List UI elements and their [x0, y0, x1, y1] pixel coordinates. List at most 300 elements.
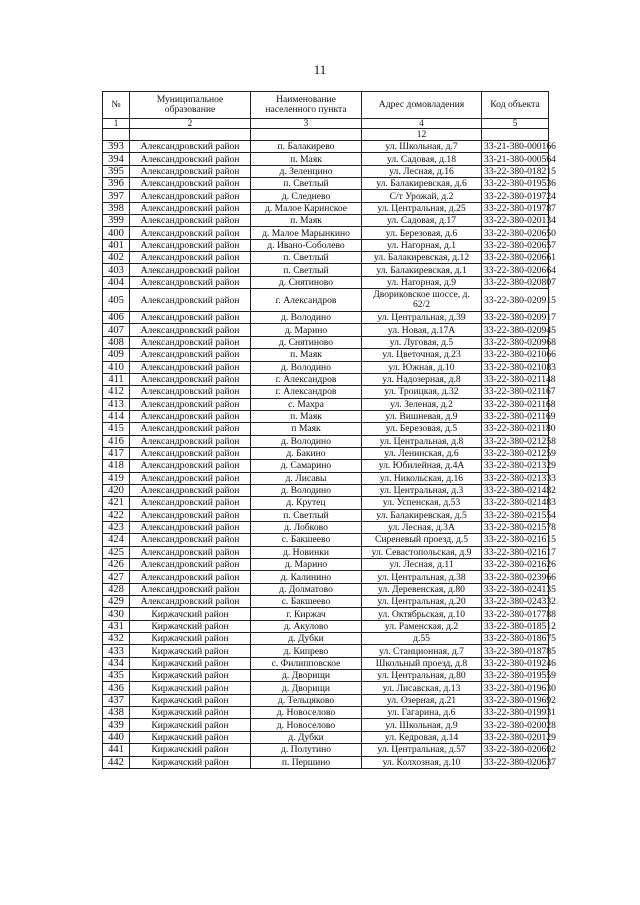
- table-row: [103, 707, 549, 719]
- table-row: [103, 583, 549, 595]
- row-municipality: Александровский район: [130, 361, 251, 373]
- row-municipality: Александровский район: [130, 596, 251, 608]
- table-row: [103, 534, 549, 546]
- row-number: 423: [103, 521, 130, 533]
- table-row: [103, 670, 549, 682]
- table-row: [103, 165, 549, 177]
- row-object-code: 33-22-380-020807: [482, 276, 549, 288]
- row-number: 420: [103, 484, 130, 496]
- table-row: [103, 239, 549, 251]
- row-number: 405: [103, 289, 130, 312]
- row-settlement: д. Ивано-Соболево: [251, 239, 362, 251]
- row-number: 395: [103, 165, 130, 177]
- row-settlement: п. Маяк: [251, 349, 362, 361]
- table-row: [103, 608, 549, 620]
- row-municipality: Александровский район: [130, 447, 251, 459]
- row-settlement: д. Малое Марынкино: [251, 227, 362, 239]
- table-row: [103, 645, 549, 657]
- row-address: С/т Урожай, д.2: [362, 190, 482, 202]
- row-object-code: 33-21-380-000166: [482, 141, 549, 153]
- row-settlement: д. Новоселово: [251, 719, 362, 731]
- row-number: 415: [103, 423, 130, 435]
- row-number: 434: [103, 657, 130, 669]
- row-address: ул. Станционная, д.7: [362, 645, 482, 657]
- table-row: [103, 682, 549, 694]
- table-row: [103, 373, 549, 385]
- row-number: 393: [103, 141, 130, 153]
- table-row: [103, 178, 549, 190]
- row-municipality: Александровский район: [130, 264, 251, 276]
- row-settlement: д. Полутино: [251, 744, 362, 756]
- table-row: [103, 190, 549, 202]
- row-object-code: 33-22-380-021258: [482, 435, 549, 447]
- row-number: 417: [103, 447, 130, 459]
- row-object-code: 33-22-380-021169: [482, 410, 549, 422]
- row-municipality: Александровский район: [130, 165, 251, 177]
- row-number: 400: [103, 227, 130, 239]
- row-municipality: Александровский район: [130, 423, 251, 435]
- row-object-code: 33-22-380-020661: [482, 252, 549, 264]
- row-number: 430: [103, 608, 130, 620]
- row-municipality: Александровский район: [130, 435, 251, 447]
- row-address: ул. Южная, д.10: [362, 361, 482, 373]
- row-number: 404: [103, 276, 130, 288]
- row-number: 432: [103, 633, 130, 645]
- row-object-code: 33-22-380-020650: [482, 227, 549, 239]
- row-number: 422: [103, 509, 130, 521]
- table-row: [103, 386, 549, 398]
- row-settlement: д. Кипрево: [251, 645, 362, 657]
- row-object-code: 33-22-380-021148: [482, 373, 549, 385]
- table-row: [103, 252, 549, 264]
- row-municipality: Александровский район: [130, 472, 251, 484]
- table-row: [103, 509, 549, 521]
- row-number: 406: [103, 312, 130, 324]
- row-object-code: 33-22-380-024135: [482, 583, 549, 595]
- row-number: 414: [103, 410, 130, 422]
- table-row: [103, 657, 549, 669]
- row-municipality: Александровский район: [130, 252, 251, 264]
- row-address: ул. Октябрьская, д.10: [362, 608, 482, 620]
- row-settlement: д. Следнево: [251, 190, 362, 202]
- row-address: ул. Школьная, д.9: [362, 719, 482, 731]
- row-number: 413: [103, 398, 130, 410]
- row-object-code: 33-22-380-019246: [482, 657, 549, 669]
- column-index: 5: [482, 119, 549, 129]
- row-municipality: Александровский район: [130, 571, 251, 583]
- table-row: [103, 620, 549, 632]
- header-municipality: Муниципальное образование: [130, 92, 251, 119]
- row-municipality: Александровский район: [130, 289, 251, 312]
- row-municipality: Киржачский район: [130, 645, 251, 657]
- row-settlement: п. Маяк: [251, 215, 362, 227]
- table-row: [103, 460, 549, 472]
- row-number: 399: [103, 215, 130, 227]
- row-address: ул. Центральная, д.80: [362, 670, 482, 682]
- row-municipality: Киржачский район: [130, 620, 251, 632]
- row-number: 411: [103, 373, 130, 385]
- row-object-code: 33-22-380-020945: [482, 324, 549, 336]
- row-object-code: 33-22-380-021083: [482, 361, 549, 373]
- table-row: [103, 633, 549, 645]
- row-object-code: 33-22-380-020637: [482, 756, 549, 768]
- header-object-code: Код объекта: [482, 92, 549, 119]
- row-number: 402: [103, 252, 130, 264]
- row-municipality: Александровский район: [130, 312, 251, 324]
- row-address: ул. Балакиревская, д.6: [362, 178, 482, 190]
- row-number: 396: [103, 178, 130, 190]
- row-object-code: 33-22-380-019536: [482, 178, 549, 190]
- row-municipality: Александровский район: [130, 521, 251, 533]
- row-object-code: 33-22-380-018215: [482, 165, 549, 177]
- row-settlement: г. Александров: [251, 386, 362, 398]
- row-municipality: Александровский район: [130, 215, 251, 227]
- row-municipality: Александровский район: [130, 583, 251, 595]
- row-settlement: д. Калинино: [251, 571, 362, 583]
- row-municipality: Александровский район: [130, 324, 251, 336]
- row-settlement: д. Дубки: [251, 633, 362, 645]
- table-row: [103, 153, 549, 165]
- row-address: Двориковское шоссе, д. 62/2: [362, 289, 482, 312]
- row-settlement: г. Александров: [251, 289, 362, 312]
- row-address: ул. Озерная, д.21: [362, 694, 482, 706]
- row-address: ул. Садовая, д.17: [362, 215, 482, 227]
- subheader-row: [103, 129, 549, 141]
- row-address: ул. Новая, д.17А: [362, 324, 482, 336]
- row-settlement: д. Тельцяково: [251, 694, 362, 706]
- row-object-code: 33-22-380-021615: [482, 534, 549, 546]
- row-object-code: 33-22-380-017788: [482, 608, 549, 620]
- registry-table: [102, 91, 556, 769]
- table-row: [103, 472, 549, 484]
- row-settlement: д. Снятиново: [251, 336, 362, 348]
- table-row: [103, 756, 549, 768]
- row-address: ул. Центральная, д.38: [362, 571, 482, 583]
- row-number: 394: [103, 153, 130, 165]
- row-object-code: 33-22-380-020134: [482, 215, 549, 227]
- row-number: 429: [103, 596, 130, 608]
- row-settlement: п. Першино: [251, 756, 362, 768]
- row-object-code: 33-22-380-021259: [482, 447, 549, 459]
- table-row: [103, 559, 549, 571]
- row-settlement: д. Лисавы: [251, 472, 362, 484]
- row-address: ул. Центральная, д.57: [362, 744, 482, 756]
- row-number: 437: [103, 694, 130, 706]
- row-number: 412: [103, 386, 130, 398]
- row-object-code: 33-21-380-000564: [482, 153, 549, 165]
- row-settlement: д. Дворищи: [251, 682, 362, 694]
- column-index: 2: [130, 119, 251, 129]
- row-address: ул. Балакиревская, д.12: [362, 252, 482, 264]
- row-object-code: 33-22-380-020602: [482, 744, 549, 756]
- row-object-code: 33-22-380-021482: [482, 484, 549, 496]
- row-settlement: д. Самарино: [251, 460, 362, 472]
- row-municipality: Александровский район: [130, 497, 251, 509]
- row-object-code: 33-22-380-019931: [482, 707, 549, 719]
- row-object-code: 33-22-380-019724: [482, 190, 549, 202]
- row-number: 427: [103, 571, 130, 583]
- row-number: 418: [103, 460, 130, 472]
- row-number: 410: [103, 361, 130, 373]
- row-municipality: Александровский район: [130, 178, 251, 190]
- row-municipality: Киржачский район: [130, 731, 251, 743]
- row-address: ул. Лисавская, д.13: [362, 682, 482, 694]
- row-settlement: г. Александров: [251, 373, 362, 385]
- row-address: ул. Успенская, д.53: [362, 497, 482, 509]
- row-address: ул. Балакиревская, д.1: [362, 264, 482, 276]
- row-settlement: п. Светлый: [251, 178, 362, 190]
- page-number: 11: [313, 62, 327, 77]
- row-settlement: д. Володино: [251, 361, 362, 373]
- row-settlement: д. Долматово: [251, 583, 362, 595]
- row-municipality: Александровский район: [130, 153, 251, 165]
- row-address: Сиреневый проезд, д.5: [362, 534, 482, 546]
- row-address: ул. Центральная, д.39: [362, 312, 482, 324]
- table-row: [103, 596, 549, 608]
- row-address: ул. Ленинская, д.6: [362, 447, 482, 459]
- row-object-code: 33-22-380-021066: [482, 349, 549, 361]
- subheader-empty: [251, 129, 362, 141]
- row-object-code: 33-22-380-019692: [482, 694, 549, 706]
- subheader-empty: [103, 129, 130, 141]
- row-number: 426: [103, 559, 130, 571]
- row-settlement: д. Акулово: [251, 620, 362, 632]
- row-settlement: п. Светлый: [251, 264, 362, 276]
- row-municipality: Александровский район: [130, 349, 251, 361]
- row-object-code: 33-22-380-019630: [482, 682, 549, 694]
- table-row: [103, 731, 549, 743]
- row-municipality: Александровский район: [130, 336, 251, 348]
- row-settlement: с. Бакшеево: [251, 596, 362, 608]
- row-address: ул. Центральная, д.25: [362, 202, 482, 214]
- row-municipality: Александровский район: [130, 460, 251, 472]
- row-address: ул. Березовая, д.5: [362, 423, 482, 435]
- row-address: д.55: [362, 633, 482, 645]
- row-object-code: 33-22-380-020028: [482, 719, 549, 731]
- row-municipality: Александровский район: [130, 373, 251, 385]
- row-number: 409: [103, 349, 130, 361]
- row-address: ул. Надозерная, д.8: [362, 373, 482, 385]
- row-number: 436: [103, 682, 130, 694]
- table-row: [103, 571, 549, 583]
- table-row: [103, 521, 549, 533]
- row-address: ул. Луговая, д.5: [362, 336, 482, 348]
- row-municipality: Александровский район: [130, 546, 251, 558]
- row-settlement: д. Дубки: [251, 731, 362, 743]
- table-row: [103, 227, 549, 239]
- row-settlement: п. Маяк: [251, 410, 362, 422]
- row-object-code: 33-22-380-021167: [482, 386, 549, 398]
- row-settlement: с. Бакшеево: [251, 534, 362, 546]
- table-row: [103, 484, 549, 496]
- row-number: 442: [103, 756, 130, 768]
- row-settlement: д. Снятиново: [251, 276, 362, 288]
- row-settlement: д. Марино: [251, 324, 362, 336]
- table-row: [103, 410, 549, 422]
- table-row: [103, 276, 549, 288]
- table-row: [103, 497, 549, 509]
- table-body: [103, 141, 556, 769]
- row-number: 431: [103, 620, 130, 632]
- row-municipality: Киржачский район: [130, 633, 251, 645]
- row-object-code: 33-22-380-020915: [482, 289, 549, 312]
- row-object-code: 33-22-380-018675: [482, 633, 549, 645]
- row-address: ул. Школьная, д.7: [362, 141, 482, 153]
- row-municipality: Киржачский район: [130, 682, 251, 694]
- header-number: №: [103, 92, 130, 119]
- row-number: 424: [103, 534, 130, 546]
- row-settlement: д. Новинки: [251, 546, 362, 558]
- row-municipality: Александровский район: [130, 410, 251, 422]
- row-number: 398: [103, 202, 130, 214]
- table-row: [103, 361, 549, 373]
- header-row: [103, 92, 549, 119]
- row-settlement: д. Лобково: [251, 521, 362, 533]
- row-settlement: д. Володино: [251, 435, 362, 447]
- row-municipality: Александровский район: [130, 239, 251, 251]
- row-address: ул. Деревенская, д.80: [362, 583, 482, 595]
- row-address: ул. Центральная, д.3: [362, 484, 482, 496]
- table-row: [103, 435, 549, 447]
- row-municipality: Киржачский район: [130, 707, 251, 719]
- row-object-code: 33-22-380-021626: [482, 559, 549, 571]
- row-object-code: 33-22-380-024332: [482, 596, 549, 608]
- row-number: 425: [103, 546, 130, 558]
- row-settlement: с. Махра: [251, 398, 362, 410]
- row-municipality: Киржачский район: [130, 694, 251, 706]
- row-municipality: Киржачский район: [130, 744, 251, 756]
- table-row: [103, 546, 549, 558]
- table-row: [103, 694, 549, 706]
- row-settlement: п. Маяк: [251, 153, 362, 165]
- row-settlement: д. Крутец: [251, 497, 362, 509]
- table-row: [103, 349, 549, 361]
- row-address: ул. Гагарина, д.6: [362, 707, 482, 719]
- row-municipality: Александровский район: [130, 141, 251, 153]
- row-object-code: 33-22-380-019559: [482, 670, 549, 682]
- row-object-code: 33-22-380-020129: [482, 731, 549, 743]
- row-address: ул. Вишневая, д.9: [362, 410, 482, 422]
- table-row: [103, 289, 549, 312]
- row-number: 408: [103, 336, 130, 348]
- row-municipality: Александровский район: [130, 276, 251, 288]
- row-number: 441: [103, 744, 130, 756]
- row-address: ул. Балакиревская, д.5: [362, 509, 482, 521]
- row-number: 397: [103, 190, 130, 202]
- row-settlement: д. Володино: [251, 484, 362, 496]
- row-address: ул. Кедровая, д.14: [362, 731, 482, 743]
- row-object-code: 33-22-380-018785: [482, 645, 549, 657]
- row-object-code: 33-22-380-021578: [482, 521, 549, 533]
- table-row: [103, 336, 549, 348]
- row-settlement: д. Бакино: [251, 447, 362, 459]
- row-number: 416: [103, 435, 130, 447]
- table-row: [103, 398, 549, 410]
- row-settlement: д. Новоселово: [251, 707, 362, 719]
- row-object-code: 33-22-380-018512: [482, 620, 549, 632]
- row-address: ул. Садовая, д.18: [362, 153, 482, 165]
- row-address: ул. Колхозная, д.10: [362, 756, 482, 768]
- row-object-code: 33-22-380-020664: [482, 264, 549, 276]
- row-number: 421: [103, 497, 130, 509]
- row-address: ул. Лесная, д.11: [362, 559, 482, 571]
- row-object-code: 33-22-380-019787: [482, 202, 549, 214]
- row-settlement: д. Малое Каринское: [251, 202, 362, 214]
- row-address: ул. Нагорная, д.1: [362, 239, 482, 251]
- row-number: 403: [103, 264, 130, 276]
- row-number: 440: [103, 731, 130, 743]
- row-settlement: п Маяк: [251, 423, 362, 435]
- row-number: 438: [103, 707, 130, 719]
- row-municipality: Александровский район: [130, 202, 251, 214]
- row-settlement: г. Киржач: [251, 608, 362, 620]
- row-settlement: п. Светлый: [251, 509, 362, 521]
- subheader-empty: [130, 129, 251, 141]
- row-municipality: Александровский район: [130, 227, 251, 239]
- row-object-code: 33-22-380-021329: [482, 460, 549, 472]
- row-settlement: п. Светлый: [251, 252, 362, 264]
- row-address: ул. Центральная, д.20: [362, 596, 482, 608]
- table-row: [103, 202, 549, 214]
- row-address: ул. Зеленая, д.2: [362, 398, 482, 410]
- column-index: 4: [362, 119, 482, 129]
- row-address: ул. Нагорная, д.9: [362, 276, 482, 288]
- row-object-code: 33-22-380-021483: [482, 497, 549, 509]
- table-row: [103, 324, 549, 336]
- table-row: [103, 447, 549, 459]
- row-object-code: 33-22-380-021333: [482, 472, 549, 484]
- column-index: 1: [103, 119, 130, 129]
- row-settlement: д. Дворищи: [251, 670, 362, 682]
- row-number: 433: [103, 645, 130, 657]
- row-address: ул. Березовая, д.6: [362, 227, 482, 239]
- row-settlement: д. Марино: [251, 559, 362, 571]
- row-municipality: Киржачский район: [130, 608, 251, 620]
- row-number: 419: [103, 472, 130, 484]
- column-index: 3: [251, 119, 362, 129]
- row-municipality: Александровский район: [130, 509, 251, 521]
- row-object-code: 33-22-380-021617: [482, 546, 549, 558]
- row-municipality: Александровский район: [130, 559, 251, 571]
- row-municipality: Александровский район: [130, 484, 251, 496]
- row-municipality: Александровский район: [130, 190, 251, 202]
- row-address: ул. Севастопольская, д.9: [362, 546, 482, 558]
- row-number: 401: [103, 239, 130, 251]
- row-municipality: Киржачский район: [130, 657, 251, 669]
- table-row: [103, 423, 549, 435]
- row-address: ул. Никольская, д.16: [362, 472, 482, 484]
- row-address: ул. Лесная, д.3А: [362, 521, 482, 533]
- subheader-label: 12: [362, 129, 482, 141]
- row-address: ул. Лесная, д.16: [362, 165, 482, 177]
- row-settlement: с. Филипповское: [251, 657, 362, 669]
- row-settlement: д. Зеленцино: [251, 165, 362, 177]
- row-address: ул. Раменская, д.2: [362, 620, 482, 632]
- header-settlement: Наименование населенного пункта: [251, 92, 362, 119]
- table-row: [103, 744, 549, 756]
- row-municipality: Александровский район: [130, 534, 251, 546]
- row-number: 428: [103, 583, 130, 595]
- row-object-code: 33-22-380-020968: [482, 336, 549, 348]
- row-object-code: 33-22-380-023966: [482, 571, 549, 583]
- row-municipality: Александровский район: [130, 386, 251, 398]
- row-settlement: п. Балакирево: [251, 141, 362, 153]
- row-address: ул. Цветочная, д.23: [362, 349, 482, 361]
- row-municipality: Киржачский район: [130, 670, 251, 682]
- row-municipality: Киржачский район: [130, 719, 251, 731]
- row-municipality: Киржачский район: [130, 756, 251, 768]
- row-object-code: 33-22-380-021554: [482, 509, 549, 521]
